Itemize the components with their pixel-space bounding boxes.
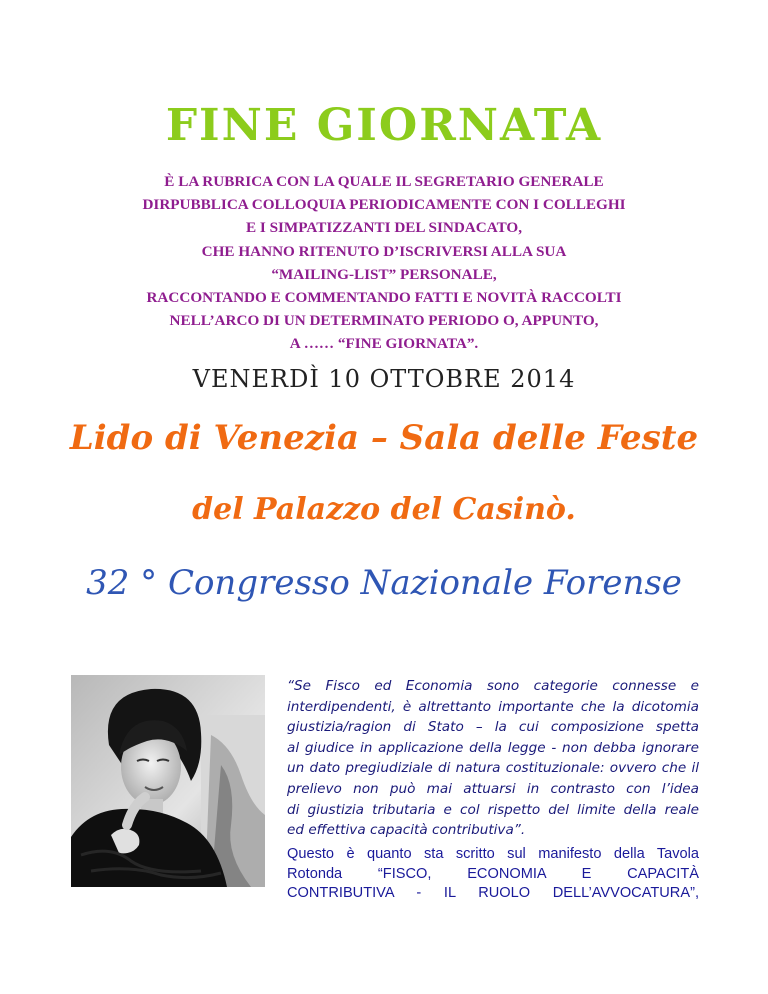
venue-line: del Palazzo del Casinò. (192, 492, 576, 527)
quote-line: prelievo non può mai attuarsi in contrasto con l’idea (287, 780, 699, 797)
quote-line: un dato pregiudiziale di natura costituzionale: ovvero che il (287, 760, 699, 777)
portrait-photo-icon (71, 675, 265, 887)
intro-line: È LA RUBRICA CON LA QUALE IL SEGRETARIO GENERALE (164, 173, 604, 190)
quote-block (287, 676, 699, 841)
body-line: Questo è quanto sta scritto sul manifesto della Tavola (287, 846, 699, 862)
venue-line: Lido di Venezia – Sala delle Feste (69, 418, 699, 458)
intro-line: RACCONTANDO E COMMENTANDO FATTI E NOVITÀ RACCOLTI (146, 289, 622, 307)
quote-line: “Se Fisco ed Economia sono categorie connesse e (287, 678, 699, 694)
intro-line: A …… “FINE GIORNATA”. (289, 335, 479, 353)
intro-line: E I SIMPATIZZANTI DEL SINDACATO, (245, 219, 523, 237)
body-line: CONTRIBUTIVA - IL RUOLO DELL’AVVOCATURA”, (287, 885, 699, 902)
portrait-photo (71, 675, 265, 887)
event-date: VENERDÌ 10 OTTOBRE 2014 (192, 365, 576, 393)
quote-line: ed effettiva capacità contributiva”. (287, 822, 526, 839)
quote-line: di giustizia tributaria e col rispetto del limite della reale (287, 801, 699, 818)
body-line: Rotonda “FISCO, ECONOMIA E CAPACITÀ (287, 865, 699, 882)
body-paragraph (287, 845, 699, 904)
intro-line: CHE HANNO RITENUTO D’ISCRIVERSI ALLA SUA (201, 242, 567, 260)
quote-line: giustizia/ragion di Stato – la cui composizione spetta (287, 719, 699, 736)
quote-line: al giudice in applicazione della legge - non debba ignorare (287, 739, 699, 756)
intro-line: DIRPUBBLICA COLLOQUIA PERIODICAMENTE CON I COLLEGHI (142, 196, 626, 214)
column-title: FINE GIORNATA (165, 100, 603, 151)
congress-title: 32 ° Congresso Nazionale Forense (86, 563, 682, 603)
column-intro (60, 170, 708, 356)
intro-line: NELL’ARCO DI UN DETERMINATO PERIODO O, APPUNTO, (169, 312, 599, 330)
intro-line: “MAILING-LIST” PERSONALE, (271, 265, 497, 283)
quote-line: interdipendenti, è altrettanto importante che la dicotomia (287, 698, 699, 715)
